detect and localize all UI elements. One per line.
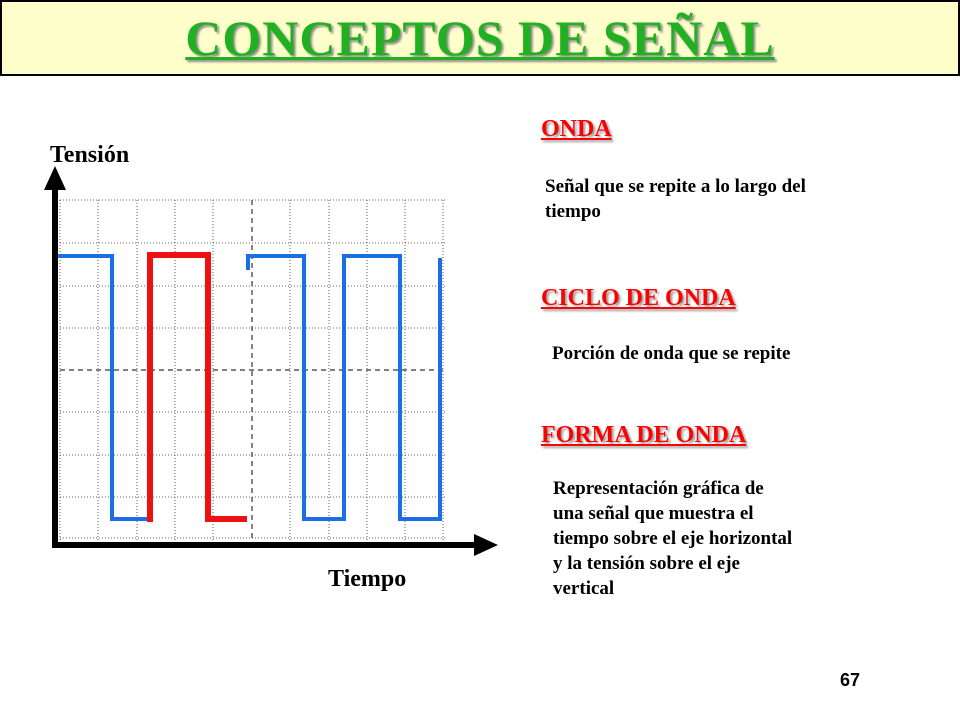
section-heading-onda: ONDA <box>541 116 612 142</box>
wave-segment <box>58 256 150 519</box>
x-axis-arrow <box>474 534 498 556</box>
waves <box>58 255 440 522</box>
page-number: 67 <box>839 670 860 690</box>
section-description-ciclo-de-onda: Porción de onda que se repite <box>552 343 791 364</box>
section-heading-ciclo-de-onda: CICLO DE ONDA <box>541 285 736 311</box>
x-axis-label: Tiempo <box>328 566 407 592</box>
y-axis-arrow <box>44 166 66 190</box>
wave-segment <box>248 256 440 519</box>
grid <box>60 200 446 540</box>
page-title: CONCEPTOS DE SEÑAL <box>185 10 775 66</box>
wave-cycle-highlight <box>150 255 247 522</box>
y-axis-label: Tensión <box>50 142 130 168</box>
section-heading-forma-de-onda: FORMA DE ONDA <box>541 422 747 448</box>
section-description-onda: Señal que se repite a lo largo del tiempo <box>545 176 806 222</box>
section-description-forma-de-onda: Representación gráfica de una señal que muestra el tiempo sobre el eje horizontal y la tensión sobre el eje vertical <box>553 478 793 599</box>
